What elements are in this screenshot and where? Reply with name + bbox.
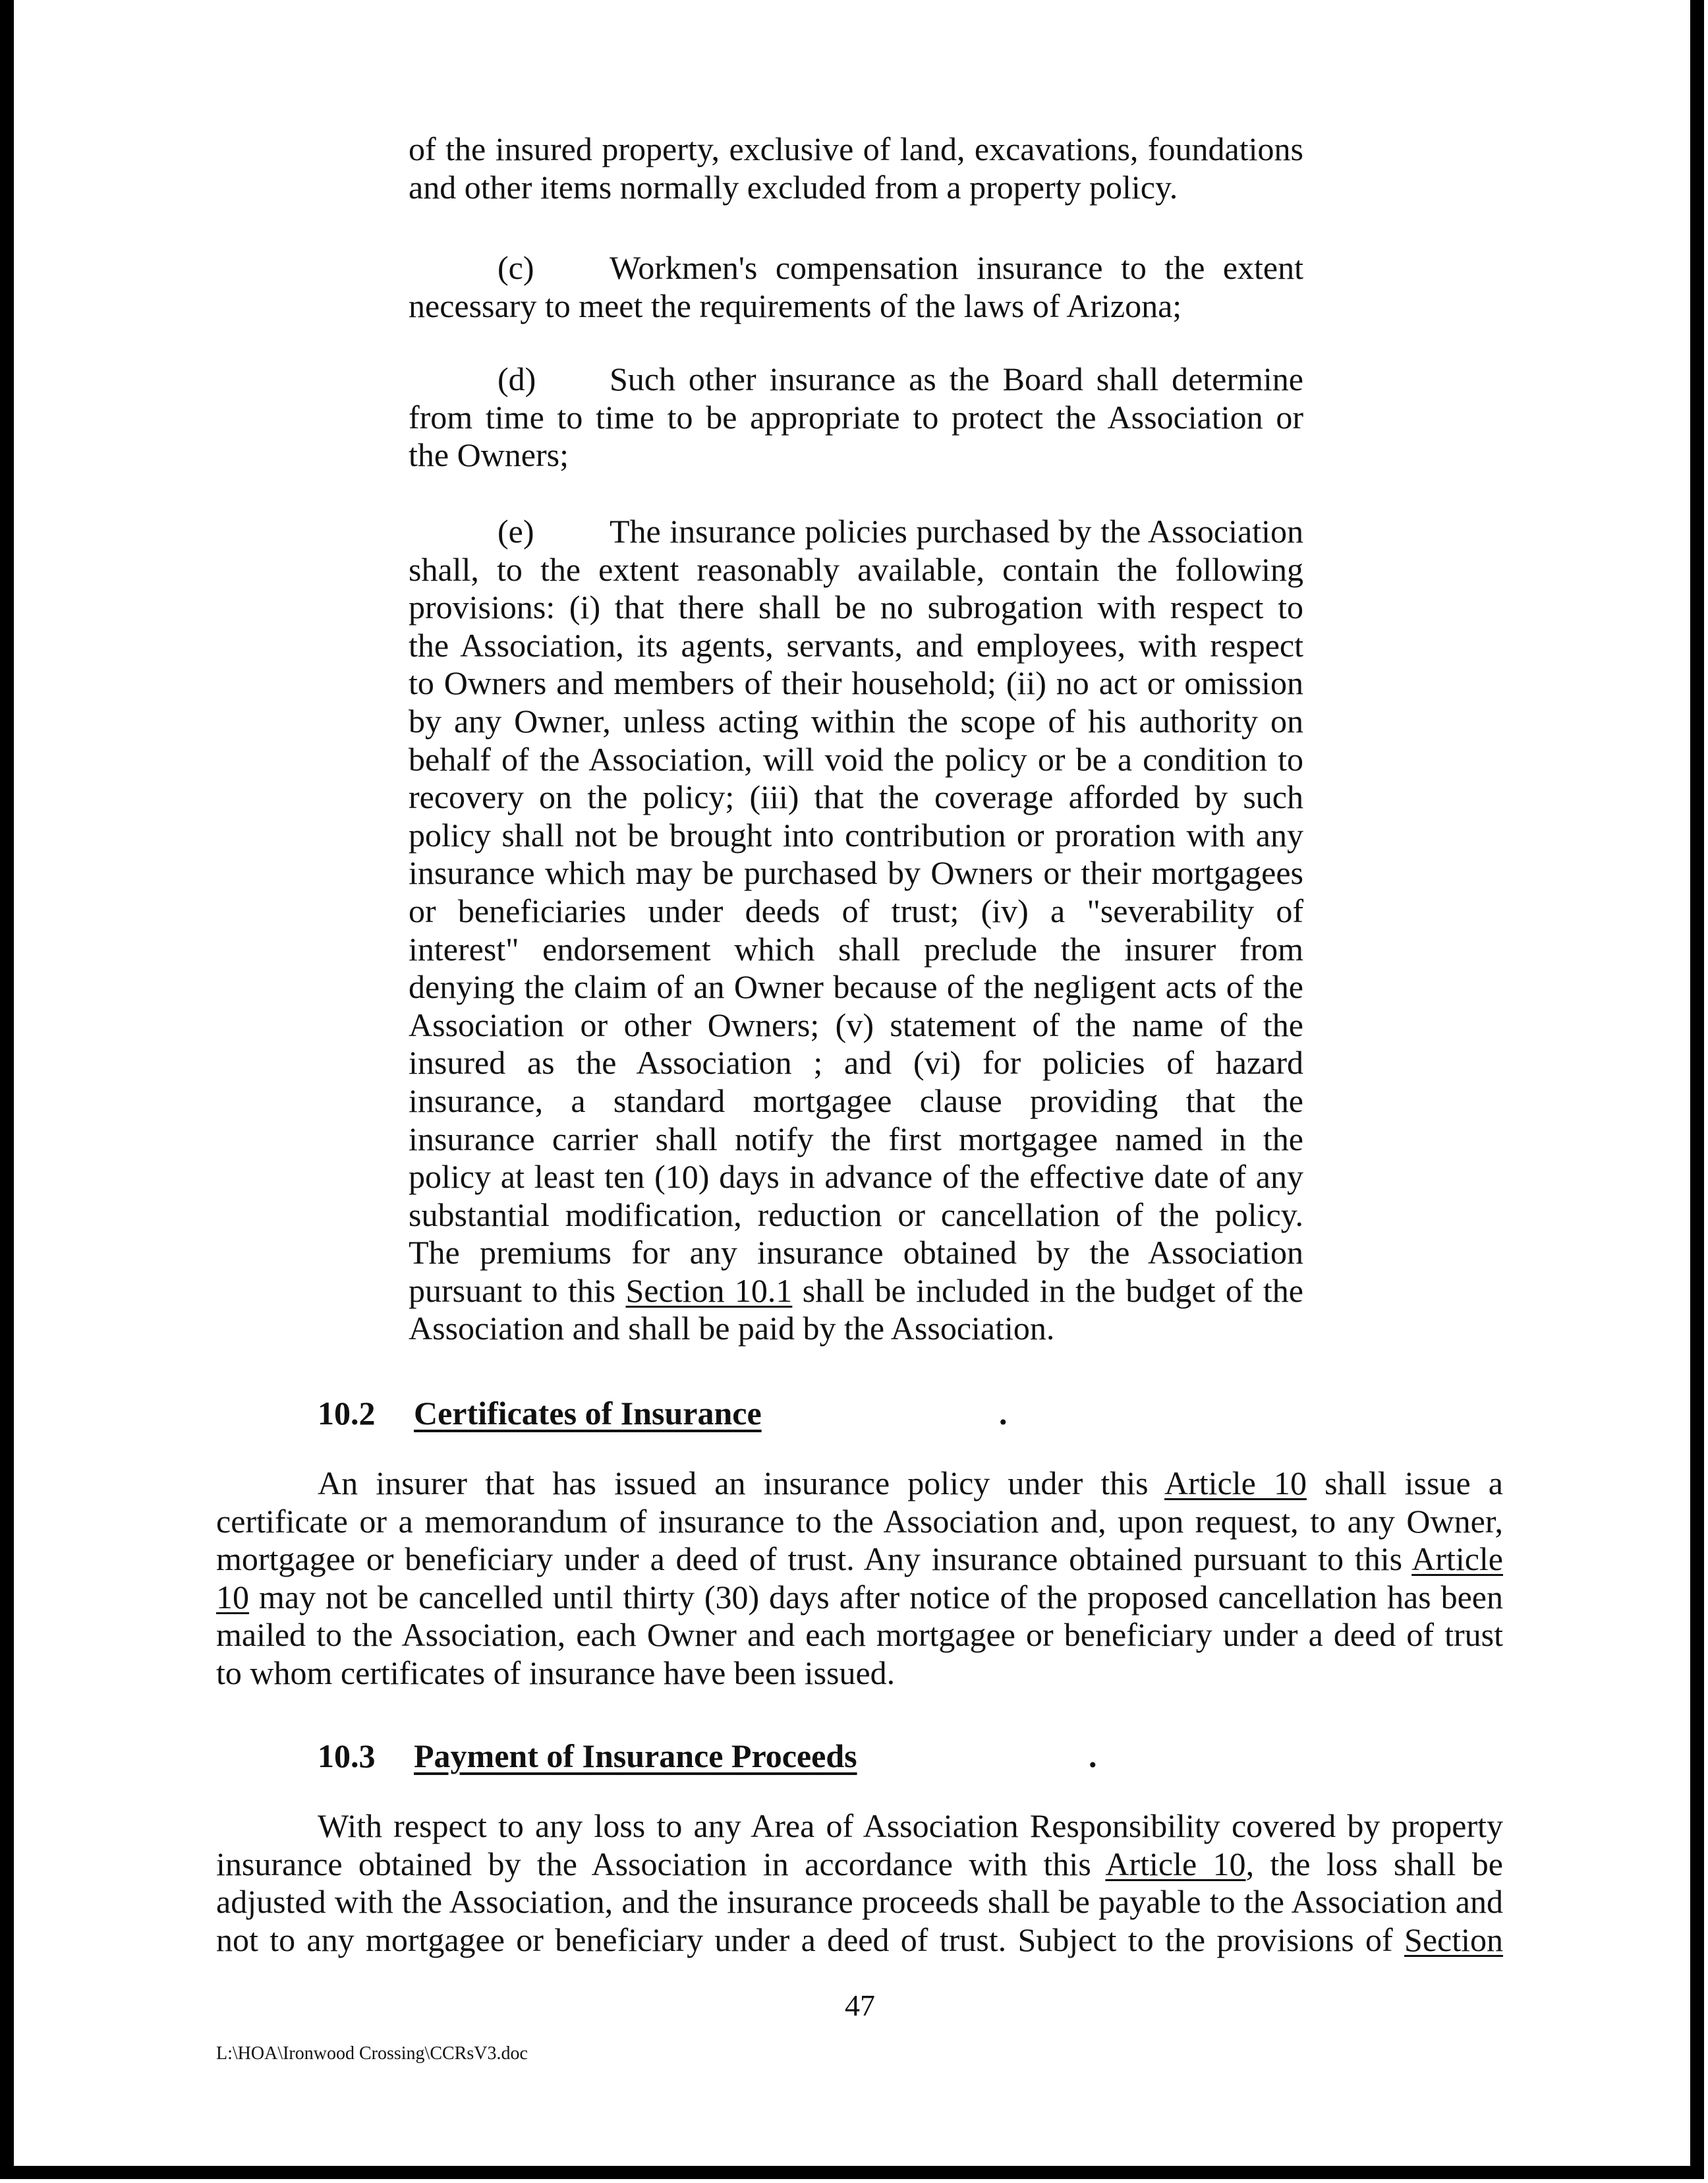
text-line: provisions: (i) that there shall be no subrogation with respect to	[409, 589, 1303, 626]
text-line: the Association, its agents, servants, and employees, with respect	[409, 626, 1303, 664]
article-10-link[interactable]: Article 10	[1164, 1465, 1307, 1501]
text-line: interest" endorsement which shall preclude the insurer from	[409, 930, 1303, 968]
text-line: mailed to the Association, each Owner and each mortgagee or beneficiary under a deed of trust	[216, 1616, 1503, 1654]
text-segment: pursuant to this	[409, 1271, 626, 1309]
item-e-paragraph	[409, 513, 1303, 1348]
text-line: Association or other Owners; (v) statement of the name of the	[409, 1006, 1303, 1043]
text-line: and other items normally excluded from a property policy.	[409, 168, 1178, 206]
section-10-2-paragraph	[216, 1465, 1503, 1693]
text-line	[409, 1272, 1303, 1310]
section-10-2-heading	[318, 1393, 1008, 1433]
item-d-label: (d)	[498, 361, 536, 397]
text-line: insurance, a standard mortgagee clause providing that the	[409, 1082, 1303, 1119]
article-10-link[interactable]: Article 10	[1105, 1845, 1246, 1882]
text-segment: may not be cancelled until thirty (30) days after notice of the proposed cancellation has been	[249, 1578, 1503, 1615]
text-segment: An insurer that has issued an insurance policy under this	[318, 1465, 1164, 1501]
text-line: of the insured property, exclusive of land, excavations, foundations	[409, 131, 1303, 167]
section-10-1-link[interactable]: Section 10.1	[625, 1271, 793, 1309]
text-line: certificate or a memorandum of insurance to the Association and, upon request, to any Owner,	[216, 1502, 1503, 1540]
section-10-3-paragraph	[216, 1807, 1503, 1959]
text-line	[216, 1846, 1503, 1884]
item-d-first-line	[409, 361, 1303, 399]
text-line: Workmen's compensation insurance to the extent	[610, 249, 1303, 286]
text-line: the Owners;	[409, 436, 569, 474]
text-segment: , the loss shall be	[1245, 1845, 1503, 1882]
text-line: to whom certificates of insurance have been issued.	[216, 1654, 896, 1691]
text-line: necessary to meet the requirements of the laws of Arizona;	[409, 287, 1182, 324]
text-line: insurance which may be purchased by Owners or their mortgagees	[409, 854, 1303, 892]
text-line: by any Owner, unless acting within the scope of his authority on	[409, 702, 1303, 740]
title-period: .	[999, 1395, 1008, 1432]
text-line: adjusted with the Association, and the insurance proceeds shall be payable to the Association and	[216, 1883, 1503, 1921]
title-period: .	[1089, 1737, 1097, 1774]
article-10-link[interactable]: Article	[1411, 1540, 1503, 1578]
text-line: With respect to any loss to any Area of Association Responsibility covered by property	[318, 1807, 1503, 1844]
text-line: recovery on the policy; (iii) that the coverage afforded by such	[409, 778, 1303, 816]
text-line: policy shall not be brought into contribution or proration with any	[409, 816, 1303, 854]
text-segment: shall be included in the budget of the	[792, 1271, 1303, 1309]
text-line	[216, 1540, 1503, 1579]
text-line: substantial modification, reduction or cancellation of the policy.	[409, 1196, 1303, 1233]
text-line: insurance carrier shall notify the first mortgagee named in the	[409, 1120, 1303, 1157]
text-line	[216, 1465, 1503, 1503]
item-e-label: (e)	[498, 513, 534, 550]
section-link[interactable]: Section	[1404, 1921, 1503, 1958]
text-segment: not to any mortgagee or beneficiary under a deed of trust. Subject to the provisions of	[216, 1921, 1405, 1958]
text-line: The insurance policies purchased by the Association	[610, 513, 1303, 550]
continuation-paragraph	[409, 131, 1303, 206]
text-segment: shall issue a	[1306, 1465, 1503, 1501]
text-segment: insurance obtained by the Association in accordance with this	[216, 1845, 1106, 1882]
item-c-paragraph	[409, 249, 1303, 325]
text-line: The premiums for any insurance obtained by the Association	[409, 1234, 1303, 1271]
scan-border-bottom	[0, 2166, 1704, 2179]
page-number: 47	[845, 1989, 875, 2022]
text-line: Association and shall be paid by the Association.	[409, 1310, 1055, 1347]
text-line: from time to time to be appropriate to protect the Association or	[409, 398, 1303, 436]
section-title: Payment of Insurance Proceeds	[414, 1737, 857, 1774]
text-line: shall, to the extent reasonably available, contain the following	[409, 550, 1303, 588]
article-10-link-continued[interactable]: 10	[216, 1578, 249, 1615]
section-number: 10.3	[318, 1737, 376, 1774]
scan-border-left	[0, 0, 14, 2179]
text-line: denying the claim of an Owner because of the negligent acts of the	[409, 968, 1303, 1006]
text-line: insured as the Association ; and (vi) for policies of hazard	[409, 1044, 1303, 1082]
text-line: or beneficiaries under deeds of trust; (iv) a "severability of	[409, 892, 1303, 929]
section-10-3-heading	[318, 1736, 1108, 1776]
footer-file-path: L:\HOA\Ironwood Crossing\CCRsV3.doc	[216, 2043, 528, 2064]
text-line: behalf of the Association, will void the policy or be a condition to	[409, 740, 1303, 778]
item-e-first-line	[409, 513, 1303, 551]
text-line	[216, 1579, 1503, 1617]
scan-border-right	[1690, 0, 1704, 2179]
item-d-paragraph	[409, 361, 1303, 475]
text-line: policy at least ten (10) days in advance of the effective date of any	[409, 1158, 1303, 1196]
text-line: Such other insurance as the Board shall determine	[610, 361, 1303, 397]
text-line: to Owners and members of their household; (ii) no act or omission	[409, 664, 1303, 702]
item-c-first-line	[409, 249, 1303, 287]
text-segment: mortgagee or beneficiary under a deed of trust. Any insurance obtained pursuant to this	[216, 1540, 1412, 1578]
item-c-label: (c)	[498, 249, 534, 286]
section-title: Certificates of Insurance	[414, 1395, 762, 1432]
text-line	[216, 1921, 1503, 1960]
section-number: 10.2	[318, 1395, 376, 1432]
